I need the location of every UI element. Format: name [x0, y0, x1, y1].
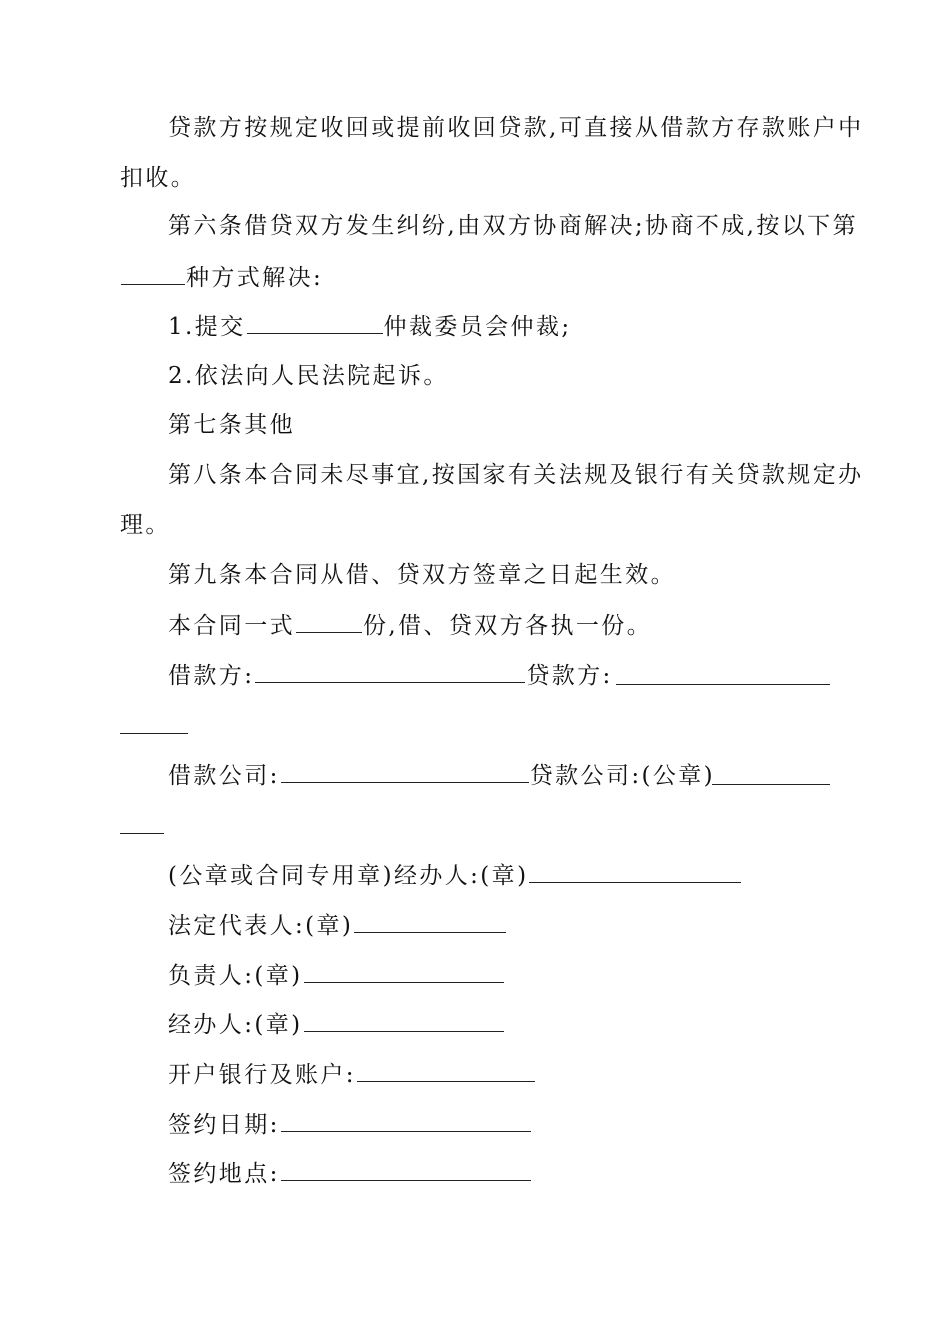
lender-company-blank[interactable]: [712, 784, 830, 785]
seal-handler-label: (公章或合同专用章)经办人:(章): [168, 863, 529, 889]
handler-blank[interactable]: [304, 1009, 504, 1032]
text-line: 种方式解决:: [186, 265, 324, 291]
bank-account-blank[interactable]: [357, 1059, 535, 1082]
sign-place-blank[interactable]: [281, 1158, 531, 1181]
responsible-label: 负责人:(章): [168, 963, 303, 989]
lender-blank-cont[interactable]: [120, 733, 188, 734]
copies-line: [168, 610, 652, 641]
seal-handler-row: [168, 860, 742, 891]
option-arbitration: [168, 311, 572, 342]
bank-account-row: [168, 1059, 536, 1090]
text-line: 第九条本合同从借、贷双方签章之日起生效。: [168, 562, 676, 588]
text-line: 第六条借贷双方发生纠纷,由双方协商解决;协商不成,按以下第: [168, 213, 858, 239]
borrower-company-label: 借款公司:: [168, 763, 280, 789]
clause-eight-cont: [120, 510, 171, 540]
text-line: 仲裁委员会仲裁;: [383, 314, 572, 340]
sign-place-row: [168, 1158, 532, 1189]
legal-rep-label: 法定代表人:(章): [168, 913, 354, 939]
text-line: 2.依法向人民法院起诉。: [168, 363, 449, 389]
text-line: 第八条本合同未尽事宜,按国家有关法规及银行有关贷款规定办: [168, 462, 864, 488]
text-line: 本合同一式: [168, 613, 295, 639]
lender-company-label: 贷款公司:(公章): [529, 763, 716, 789]
lender-company-blank-cont[interactable]: [120, 833, 164, 834]
seal-handler-blank[interactable]: [529, 860, 741, 883]
borrower-label: 借款方:: [168, 663, 255, 689]
clause-six-cont: [120, 262, 323, 293]
borrower-blank[interactable]: [255, 660, 525, 683]
clause-repayment-text: [168, 113, 864, 143]
sign-date-blank[interactable]: [281, 1109, 531, 1132]
borrower-lender-row: [168, 660, 613, 691]
clause-seven: [168, 410, 295, 440]
option-lawsuit: [168, 361, 449, 391]
text-line: 理。: [120, 512, 171, 538]
arbitration-committee-blank[interactable]: [247, 311, 383, 334]
dispute-method-blank[interactable]: [121, 262, 185, 285]
copies-count-blank[interactable]: [296, 610, 362, 633]
text-line: 1.提交: [168, 314, 246, 340]
lender-label: 贷款方:: [526, 663, 613, 689]
company-row: [168, 760, 715, 791]
text-line: 第七条其他: [168, 412, 295, 438]
handler-row: [168, 1009, 505, 1040]
clause-repayment-text-cont: [120, 163, 196, 193]
bank-account-label: 开户银行及账户:: [168, 1062, 356, 1088]
sign-date-row: [168, 1109, 532, 1140]
legal-rep-blank[interactable]: [354, 910, 506, 933]
text-line: 贷款方按规定收回或提前收回贷款,可直接从借款方存款账户中: [168, 115, 864, 141]
text-line: 份,借、贷双方各执一份。: [363, 613, 653, 639]
sign-date-label: 签约日期:: [168, 1112, 280, 1138]
clause-eight: [168, 460, 864, 490]
clause-six: [168, 211, 858, 241]
legal-rep-row: [168, 910, 507, 941]
responsible-blank[interactable]: [304, 960, 504, 983]
handler-label: 经办人:(章): [168, 1012, 303, 1038]
responsible-row: [168, 960, 505, 991]
clause-nine: [168, 560, 676, 590]
text-line: 扣收。: [120, 165, 197, 191]
lender-blank[interactable]: [616, 684, 830, 685]
sign-place-label: 签约地点:: [168, 1161, 280, 1187]
borrower-company-blank[interactable]: [281, 760, 529, 783]
